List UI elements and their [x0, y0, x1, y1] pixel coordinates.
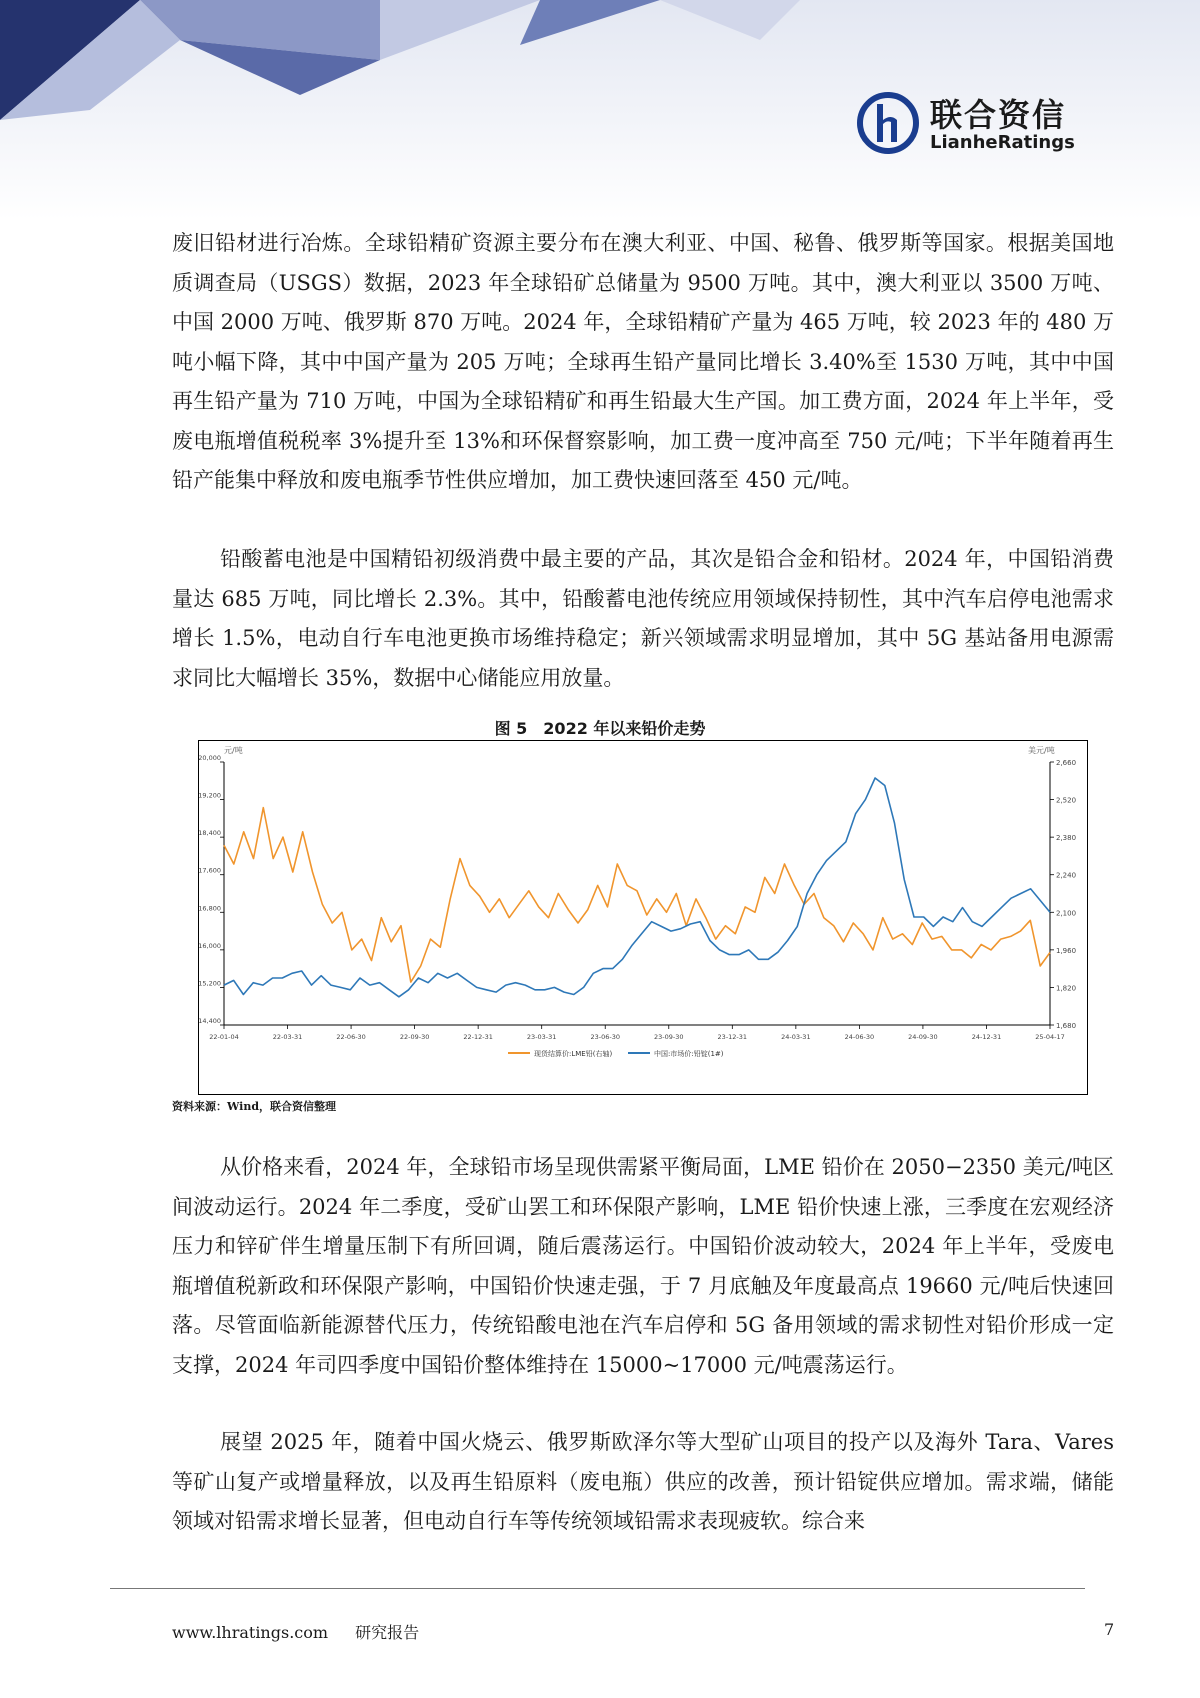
- legend-label-0: 现货结算价:LME铅(右轴): [534, 1050, 613, 1058]
- logo-chinese-name: 联合资信: [930, 96, 1067, 134]
- chart-frame: [199, 741, 1088, 1095]
- left-tick-label: 18,400: [198, 829, 221, 838]
- paragraph-1: 废旧铅材进行冶炼。全球铅精矿资源主要分布在澳大利亚、中国、秘鲁、俄罗斯等国家。根据美国地质调查局（USGS）数据，2023 年全球铅矿总储量为 9500 万吨。其中，澳大利亚以 3500 万吨、中国 2000 万吨、俄罗斯 870 万吨。2024 年，全球铅精矿产量为 465 万吨，较 2023 年的 480 万吨小幅下降，其中中国产量为 205 万吨；全球再生铅产量同比增长 3.40%至 1530 万吨，其中中国再生铅产量为 710 万吨，中国为全球铅精矿和再生铅最大生产国。加工费方面，2024 年上半年，受废电瓶增值税税率 3%提升至 13%和环保督察影响，加工费一度冲高至 750 元/吨；下半年随着再生铅产能集中释放和废电瓶季节性供应增加，加工费快速回落至 450 元/吨。: [172, 231, 1115, 492]
- x-tick-label: 23-12-31: [717, 1033, 748, 1041]
- footer-website[interactable]: www.lhratings.com: [172, 1623, 329, 1642]
- lead-price-chart: [198, 740, 1088, 1095]
- right-tick-label: 2,520: [1056, 796, 1077, 805]
- right-tick-label: 2,100: [1056, 909, 1077, 918]
- x-tick-label: 25-04-17: [1035, 1033, 1065, 1041]
- paragraph-4: 展望 2025 年，随着中国火烧云、俄罗斯欧泽尔等大型矿山项目的投产以及海外 Tara、Vares 等矿山复产或增量释放，以及再生铅原料（废电瓶）供应的改善，预计铅锭供应增加。需求端，储能领域对铅需求增长显著，但电动自行车等传统领域铅需求表现疲软。综合来: [172, 1430, 1114, 1533]
- right-tick-label: 2,380: [1056, 834, 1077, 843]
- left-tick-label: 19,200: [198, 791, 221, 800]
- x-tick-label: 22-06-30: [336, 1033, 366, 1041]
- right-tick-label: 1,960: [1056, 946, 1077, 955]
- x-tick-label: 24-09-30: [908, 1033, 938, 1041]
- company-logo: [855, 90, 1075, 160]
- footer-divider: [110, 1588, 1085, 1589]
- x-tick-label: 24-03-31: [781, 1033, 811, 1041]
- left-axis-unit: 元/吨: [224, 746, 243, 755]
- paragraph-3: 从价格来看，2024 年，全球铅市场呈现供需紧平衡局面，LME 铅价在 2050−2350 美元/吨区间波动运行。2024 年二季度，受矿山罢工和环保限产影响，LME 铅价快速上涨，三季度在宏观经济压力和锌矿伴生增量压制下有所回调，随后震荡运行。中国铅价波动较大，2024 年上半年，受废电瓶增值税新政和环保限产影响，中国铅价快速走强，于 7 月底触及年度最高点 19660 元/吨后快速回落。尽管面临新能源替代压力，传统铅酸电池在汽车启停和 5G 备用领域的需求韧性对铅价形成一定支撑，2024 年司四季度中国铅价整体维持在 15000~17000 元/吨震荡运行。: [172, 1155, 1114, 1377]
- footer-report-type: 研究报告: [355, 1623, 420, 1642]
- left-tick-label: 16,800: [198, 904, 221, 913]
- x-tick-label: 22-09-30: [399, 1033, 430, 1041]
- x-tick-label: 22-01-04: [209, 1033, 239, 1041]
- left-tick-label: 15,200: [198, 979, 221, 988]
- logo-english-name: LianheRatings: [930, 132, 1075, 153]
- x-tick-label: 23-09-30: [654, 1033, 684, 1041]
- x-tick-label: 23-06-30: [590, 1033, 620, 1041]
- x-tick-label: 24-12-31: [971, 1033, 1002, 1041]
- x-tick-label: 24-06-30: [844, 1033, 875, 1041]
- left-tick-label: 17,600: [198, 866, 221, 875]
- left-tick-label: 16,000: [198, 941, 221, 950]
- figure-title: 图 5 2022 年以来铅价走势: [494, 719, 706, 738]
- right-axis-unit: 美元/吨: [1028, 746, 1055, 755]
- right-tick-label: 1,680: [1056, 1022, 1077, 1030]
- x-tick-label: 22-12-31: [463, 1033, 493, 1041]
- x-tick-label: 23-03-31: [526, 1033, 557, 1041]
- x-tick-label: 22-03-31: [272, 1033, 303, 1041]
- right-tick-label: 2,240: [1056, 871, 1077, 880]
- figure-source: 资料来源：Wind，联合资信整理: [172, 1100, 337, 1113]
- logo-mark-icon: [855, 90, 921, 156]
- right-tick-label: 2,660: [1056, 759, 1077, 767]
- paragraph-2: 铅酸蓄电池是中国精铅初级消费中最主要的产品，其次是铅合金和铅材。2024 年，中国铅消费量达 685 万吨，同比增长 2.3%。其中，铅酸蓄电池传统应用领域保持韧性，其中汽车启停电池需求增长 1.5%，电动自行车电池更换市场维持稳定；新兴领域需求明显增加，其中 5G 基站备用电源需求同比大幅增长 35%，数据中心储能应用放量。: [172, 547, 1114, 690]
- page-number: 7: [1104, 1620, 1115, 1639]
- right-tick-label: 1,820: [1056, 984, 1077, 993]
- left-tick-label: 14,400: [198, 1017, 221, 1025]
- legend-label-1: 中国:市场价:铅锭(1#): [654, 1050, 724, 1058]
- footer-info: [172, 1620, 441, 1643]
- left-tick-label: 20,000: [198, 754, 221, 762]
